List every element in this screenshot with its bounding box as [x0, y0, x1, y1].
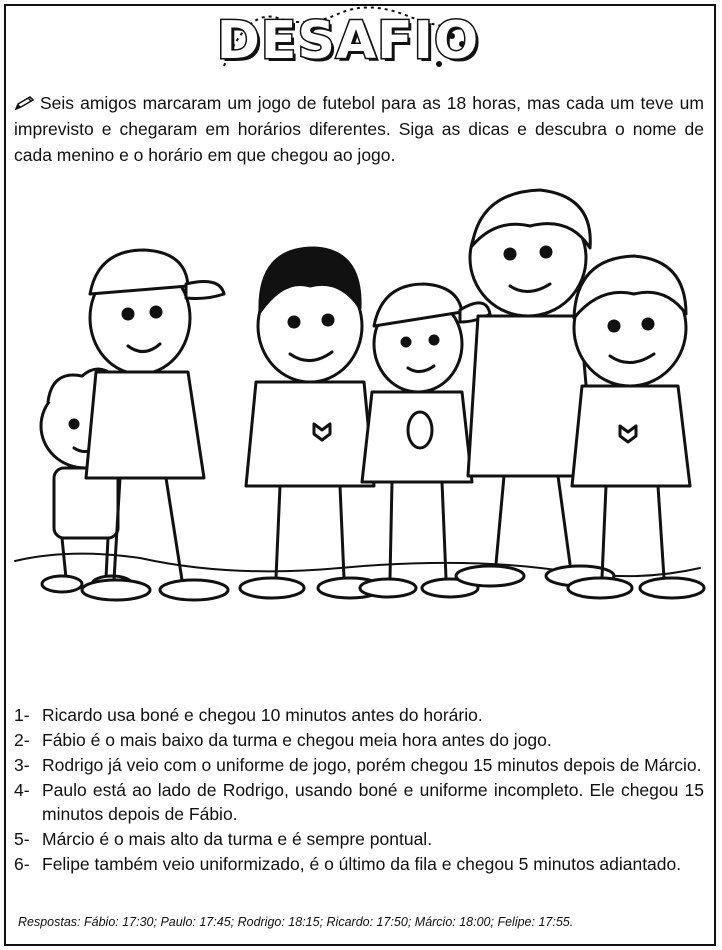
intro-text: Seis amigos marcaram um jogo de futebol para as 18 horas, mas cada um teve um imprevisto e chegaram em horários diferentes. Siga as dicas e descubra o nome de cada menino e o horário em que chegou ao jogo.: [14, 93, 704, 165]
clue-number: 5-: [14, 829, 30, 849]
clue-text: Rodrigo já veio com o uniforme de jogo, porém chegou 15 minutos depois de Márcio.: [42, 755, 702, 775]
clue-item: [14, 827, 704, 851]
six-friends-illustration: [10, 186, 710, 616]
clue-item: [14, 852, 704, 876]
clue-text: Fábio é o mais baixo da turma e chegou meia hora antes do jogo.: [42, 730, 552, 750]
clue-number: 2-: [14, 730, 30, 750]
pencil-icon: [14, 95, 36, 111]
clue-item: [14, 778, 704, 826]
intro-paragraph: [14, 90, 704, 168]
answers-line: Respostas: Fábio: 17:30; Paulo: 17:45; Rodrigo: 18:15; Ricardo: 17:50; Márcio: 18:00; Felipe: 17:55.: [18, 915, 574, 929]
boy-6-felipe: [568, 256, 704, 598]
clue-number: 3-: [14, 755, 30, 775]
clue-item: [14, 703, 704, 727]
boy-2-cap: [82, 250, 228, 600]
boy-3-rodrigo: [240, 248, 382, 598]
clues-list: [14, 703, 704, 877]
page-title: DESAFIO: [216, 11, 480, 71]
clue-number: 6-: [14, 854, 30, 874]
clue-item: [14, 753, 704, 777]
clue-number: 1-: [14, 705, 30, 725]
clue-item: [14, 728, 704, 752]
clue-number: 4-: [14, 780, 30, 800]
clue-text: Márcio é o mais alto da turma e é sempre pontual.: [42, 829, 433, 849]
clue-text: Paulo está ao lado de Rodrigo, usando boné e uniforme incompleto. Ele chegou 15 minutos depois de Fábio.: [42, 780, 704, 824]
clue-text: Ricardo usa boné e chegou 10 minutos antes do horário.: [42, 705, 483, 725]
title-banner: [218, 4, 478, 78]
clue-text: Felipe também veio uniformizado, é o último da fila e chegou 5 minutos adiantado.: [42, 854, 682, 874]
